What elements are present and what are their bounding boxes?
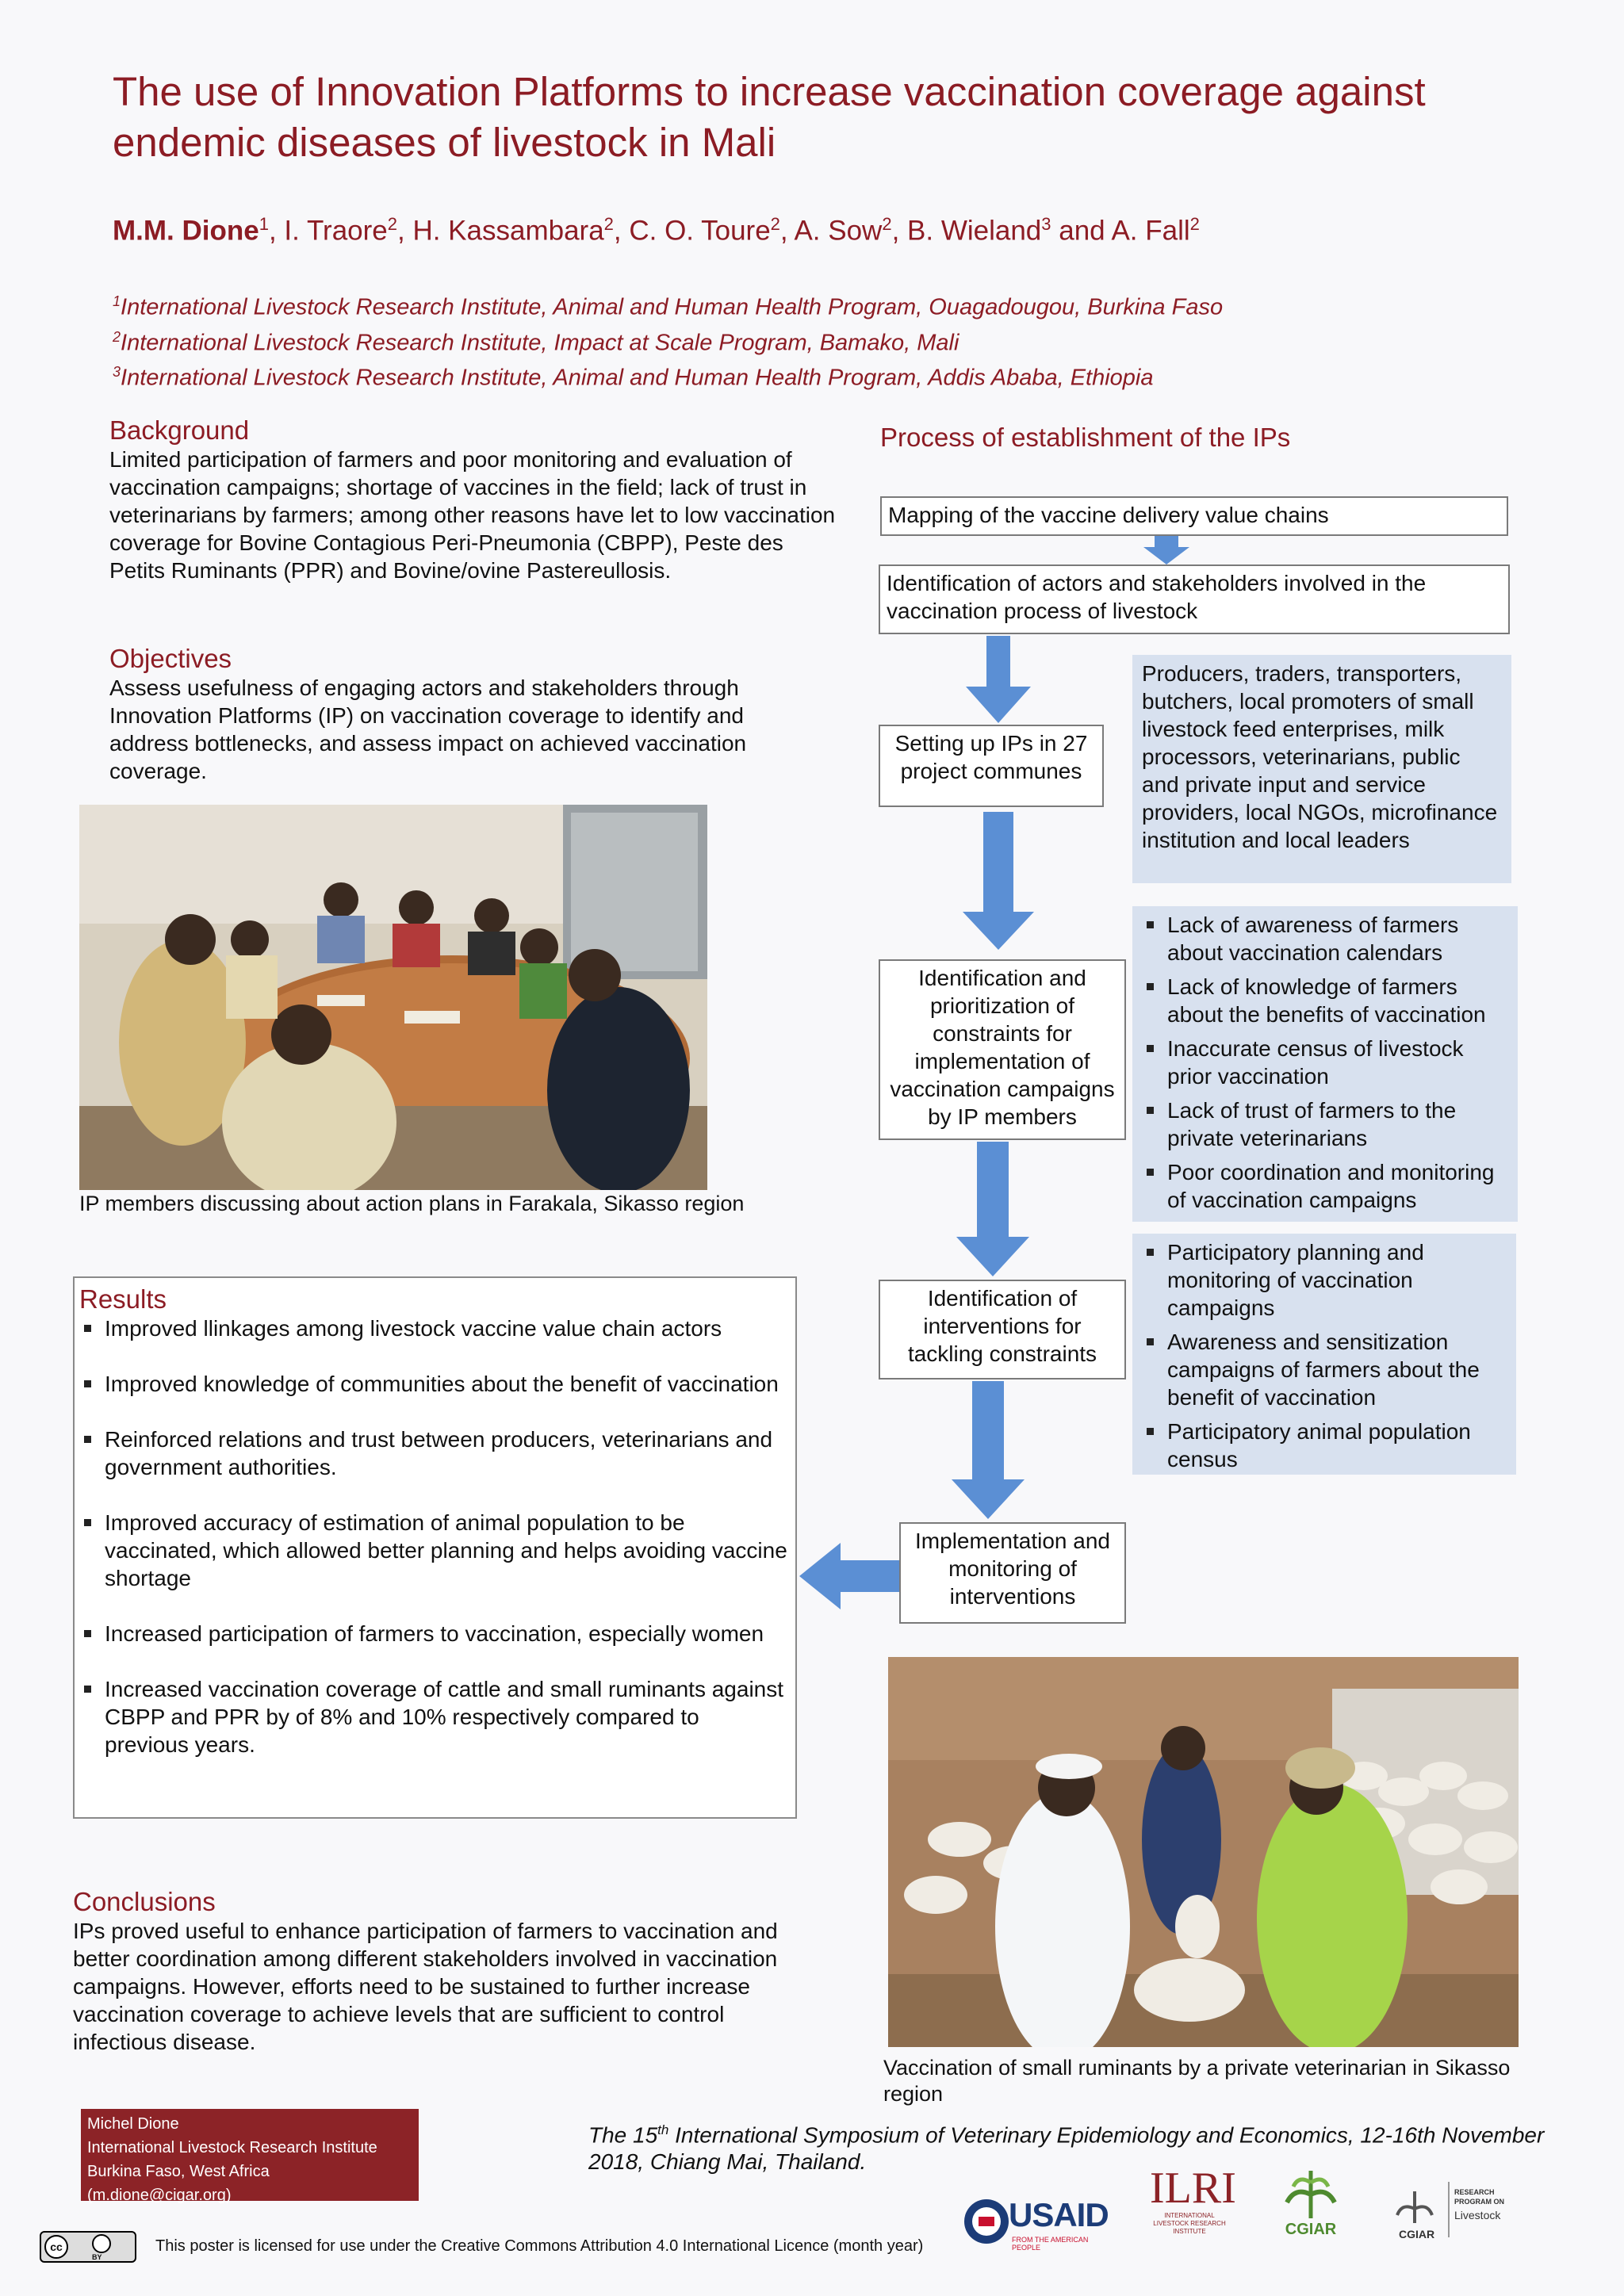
crp-plant-icon xyxy=(1391,2185,1438,2225)
arrow-left-icon xyxy=(799,1543,899,1609)
flow-step-identification-actors: Identification of actors and stakeholders involved in the vaccination process of livestock xyxy=(879,564,1510,634)
intervention-item: Participatory planning and monitoring of vaccination campaigns xyxy=(1142,1238,1507,1322)
contact-email: (m.dione@cigar.org) xyxy=(87,2187,232,2204)
results-heading: Results xyxy=(79,1284,167,1314)
arrow-down-icon xyxy=(966,636,1031,723)
contact-box xyxy=(81,2109,419,2204)
usaid-seal-icon xyxy=(963,2198,1010,2245)
actors-panel: Producers, traders, transporters, butchers, local promoters of small livestock feed enterprises, milk processors, veterinarians, public and private input and service providers, local NGOs, microfinance institution and local leaders xyxy=(1132,655,1511,883)
arrow-down-icon xyxy=(952,1381,1025,1519)
ilri-logo: ILRI INTERNATIONAL LIVESTOCK RESEARCH INSTITUTE xyxy=(1150,2164,1236,2235)
results-item: Improved knowledge of communities about the benefit of vaccination xyxy=(79,1370,789,1398)
affiliation: $^2$International Livestock Research Institute, Impact at Scale Program, Bamako, Mali xyxy=(113,328,959,356)
affiliation: $^1$International Livestock Research Institute, Animal and Human Health Program, Ouagadougou, Burkina Faso xyxy=(113,293,1224,320)
constraint-item: Lack of knowledge of farmers about the benefits of vaccination xyxy=(1142,973,1508,1028)
flow-step-mapping: Mapping of the vaccine delivery value chains xyxy=(880,496,1508,536)
co-author: , H. Kassambara xyxy=(397,215,604,247)
objectives-heading: Objectives xyxy=(109,644,232,673)
constraint-item: Poor coordination and monitoring of vaccination campaigns xyxy=(1142,1158,1508,1214)
cc-license-badge[interactable]: cc BY xyxy=(40,2231,136,2263)
constraint-item: Inaccurate census of livestock prior vaccination xyxy=(1142,1035,1508,1090)
arrow-down-icon xyxy=(956,1142,1029,1276)
logo-divider xyxy=(1448,2182,1450,2237)
author-list: M.M. Dione$^1$, I. Traore$^2$, H. Kassambara$^2$, C. O. Toure$^2$, A. Sow$^2$, B. Wieland$^3$ and A. Fall$^2$ xyxy=(113,214,1200,247)
intervention-item: Participatory animal population census xyxy=(1142,1418,1507,1473)
flow-step-prioritization: Identification and prioritization of constraints for implementation of vaccination campaigns by IP members xyxy=(879,959,1126,1140)
crp-livestock-logo: CGIAR RESEARCH PROGRAM ON Livestock xyxy=(1389,2182,1516,2245)
objectives-text: Assess usefulness of engaging actors and stakeholders through Innovation Platforms (IP) on vaccination coverage to identify and address bottlenecks, and assess impact on achieved vaccination coverage. xyxy=(109,675,747,783)
background-heading: Background xyxy=(109,415,250,445)
arrow-down-icon xyxy=(1143,536,1189,564)
results-item: Increased participation of farmers to vaccination, especially women xyxy=(79,1620,789,1647)
arrow-down-icon xyxy=(963,812,1034,950)
interventions-list xyxy=(1142,1238,1507,1473)
co-author: , I. Traore xyxy=(268,215,388,247)
results-item: Reinforced relations and trust between producers, veterinarians and government authorities. xyxy=(79,1425,789,1481)
constraints-panel xyxy=(1132,906,1518,1222)
vaccination-photo-caption: Vaccination of small ruminants by a private veterinarian in Sikasso region xyxy=(883,2056,1511,2106)
symposium-note: The 15th International Symposium of Veterinary Epidemiology and Economics, 12-16th November 2018, Chiang Mai, Thailand. xyxy=(588,2122,1545,2175)
results-item: Improved llinkages among livestock vaccine value chain actors xyxy=(79,1314,789,1342)
intervention-item: Awareness and sensitization campaigns of farmers about the benefit of vaccination xyxy=(1142,1328,1507,1411)
contact-location: Burkina Faso, West Africa xyxy=(87,2163,270,2180)
flow-step-interventions: Identification of interventions for tackling constraints xyxy=(879,1280,1126,1380)
license-text: This poster is licensed for use under the Creative Commons Attribution 4.0 International Licence (month year) xyxy=(155,2237,924,2255)
usaid-logo: USAID FROM THE AMERICAN PEOPLE xyxy=(963,2195,1097,2250)
flow-step-implementation: Implementation and monitoring of interventions xyxy=(899,1522,1126,1624)
cgiar-logo: CGIAR xyxy=(1275,2163,1346,2242)
co-author: , B. Wieland xyxy=(891,215,1042,247)
contact-org: International Livestock Research Institute xyxy=(87,2139,377,2156)
co-author: , C. O. Toure xyxy=(613,215,771,247)
affiliation: $^3$International Livestock Research Institute, Animal and Human Health Program, Addis Ababa, Ethiopia xyxy=(113,364,1154,391)
meeting-photo-caption: IP members discussing about action plans in Farakala, Sikasso region xyxy=(79,1192,745,1215)
co-author: and A. Fall xyxy=(1051,215,1190,247)
vaccination-photo xyxy=(888,1657,1519,2047)
conclusions-heading: Conclusions xyxy=(73,1887,216,1916)
constraint-item: Lack of awareness of farmers about vaccination calendars xyxy=(1142,911,1508,966)
cgiar-plant-icon xyxy=(1279,2163,1342,2220)
person-icon xyxy=(92,2234,111,2253)
process-heading: Process of establishment of the IPs xyxy=(880,423,1291,452)
lead-author: M.M. Dione xyxy=(113,215,259,247)
results-item: Increased vaccination coverage of cattle and small ruminants against CBPP and PPR by of 8% and 10% respectively compared to previous years. xyxy=(79,1675,789,1758)
results-item: Improved accuracy of estimation of animal population to be vaccinated, which allowed better planning and helps avoiding vaccine shortage xyxy=(79,1509,789,1592)
background-text: Limited participation of farmers and poor monitoring and evaluation of vaccination campaigns; shortage of vaccines in the field; lack of trust in veterinarians by farmers; among other reasons have let to low vaccination coverage for Bovine Contagious Peri-Pneumonia (CBPP), Peste des Petits Ruminants (PPR) and Bovine/ovine Pastereullosis. xyxy=(109,447,836,583)
flow-step-setting-up-ips: Setting up IPs in 27 project communes xyxy=(879,725,1104,807)
interventions-panel xyxy=(1132,1234,1516,1475)
constraints-list xyxy=(1142,911,1508,1214)
cc-icon: cc xyxy=(44,2235,68,2259)
contact-name: Michel Dione xyxy=(87,2115,179,2133)
conclusions-text: IPs proved useful to enhance participation of farmers to vaccination and better coordination among different stakeholders involved in vaccination campaigns. However, efforts need to be sustained to further increase vaccination coverage to achieve levels that are sufficient to control infectious disease. xyxy=(73,1919,778,2054)
co-author: , A. Sow xyxy=(779,215,883,247)
poster-title: The use of Innovation Platforms to increase vaccination coverage against endemic diseases of livestock in Mali xyxy=(113,69,1426,165)
constraint-item: Lack of trust of farmers to the private veterinarians xyxy=(1142,1096,1508,1152)
